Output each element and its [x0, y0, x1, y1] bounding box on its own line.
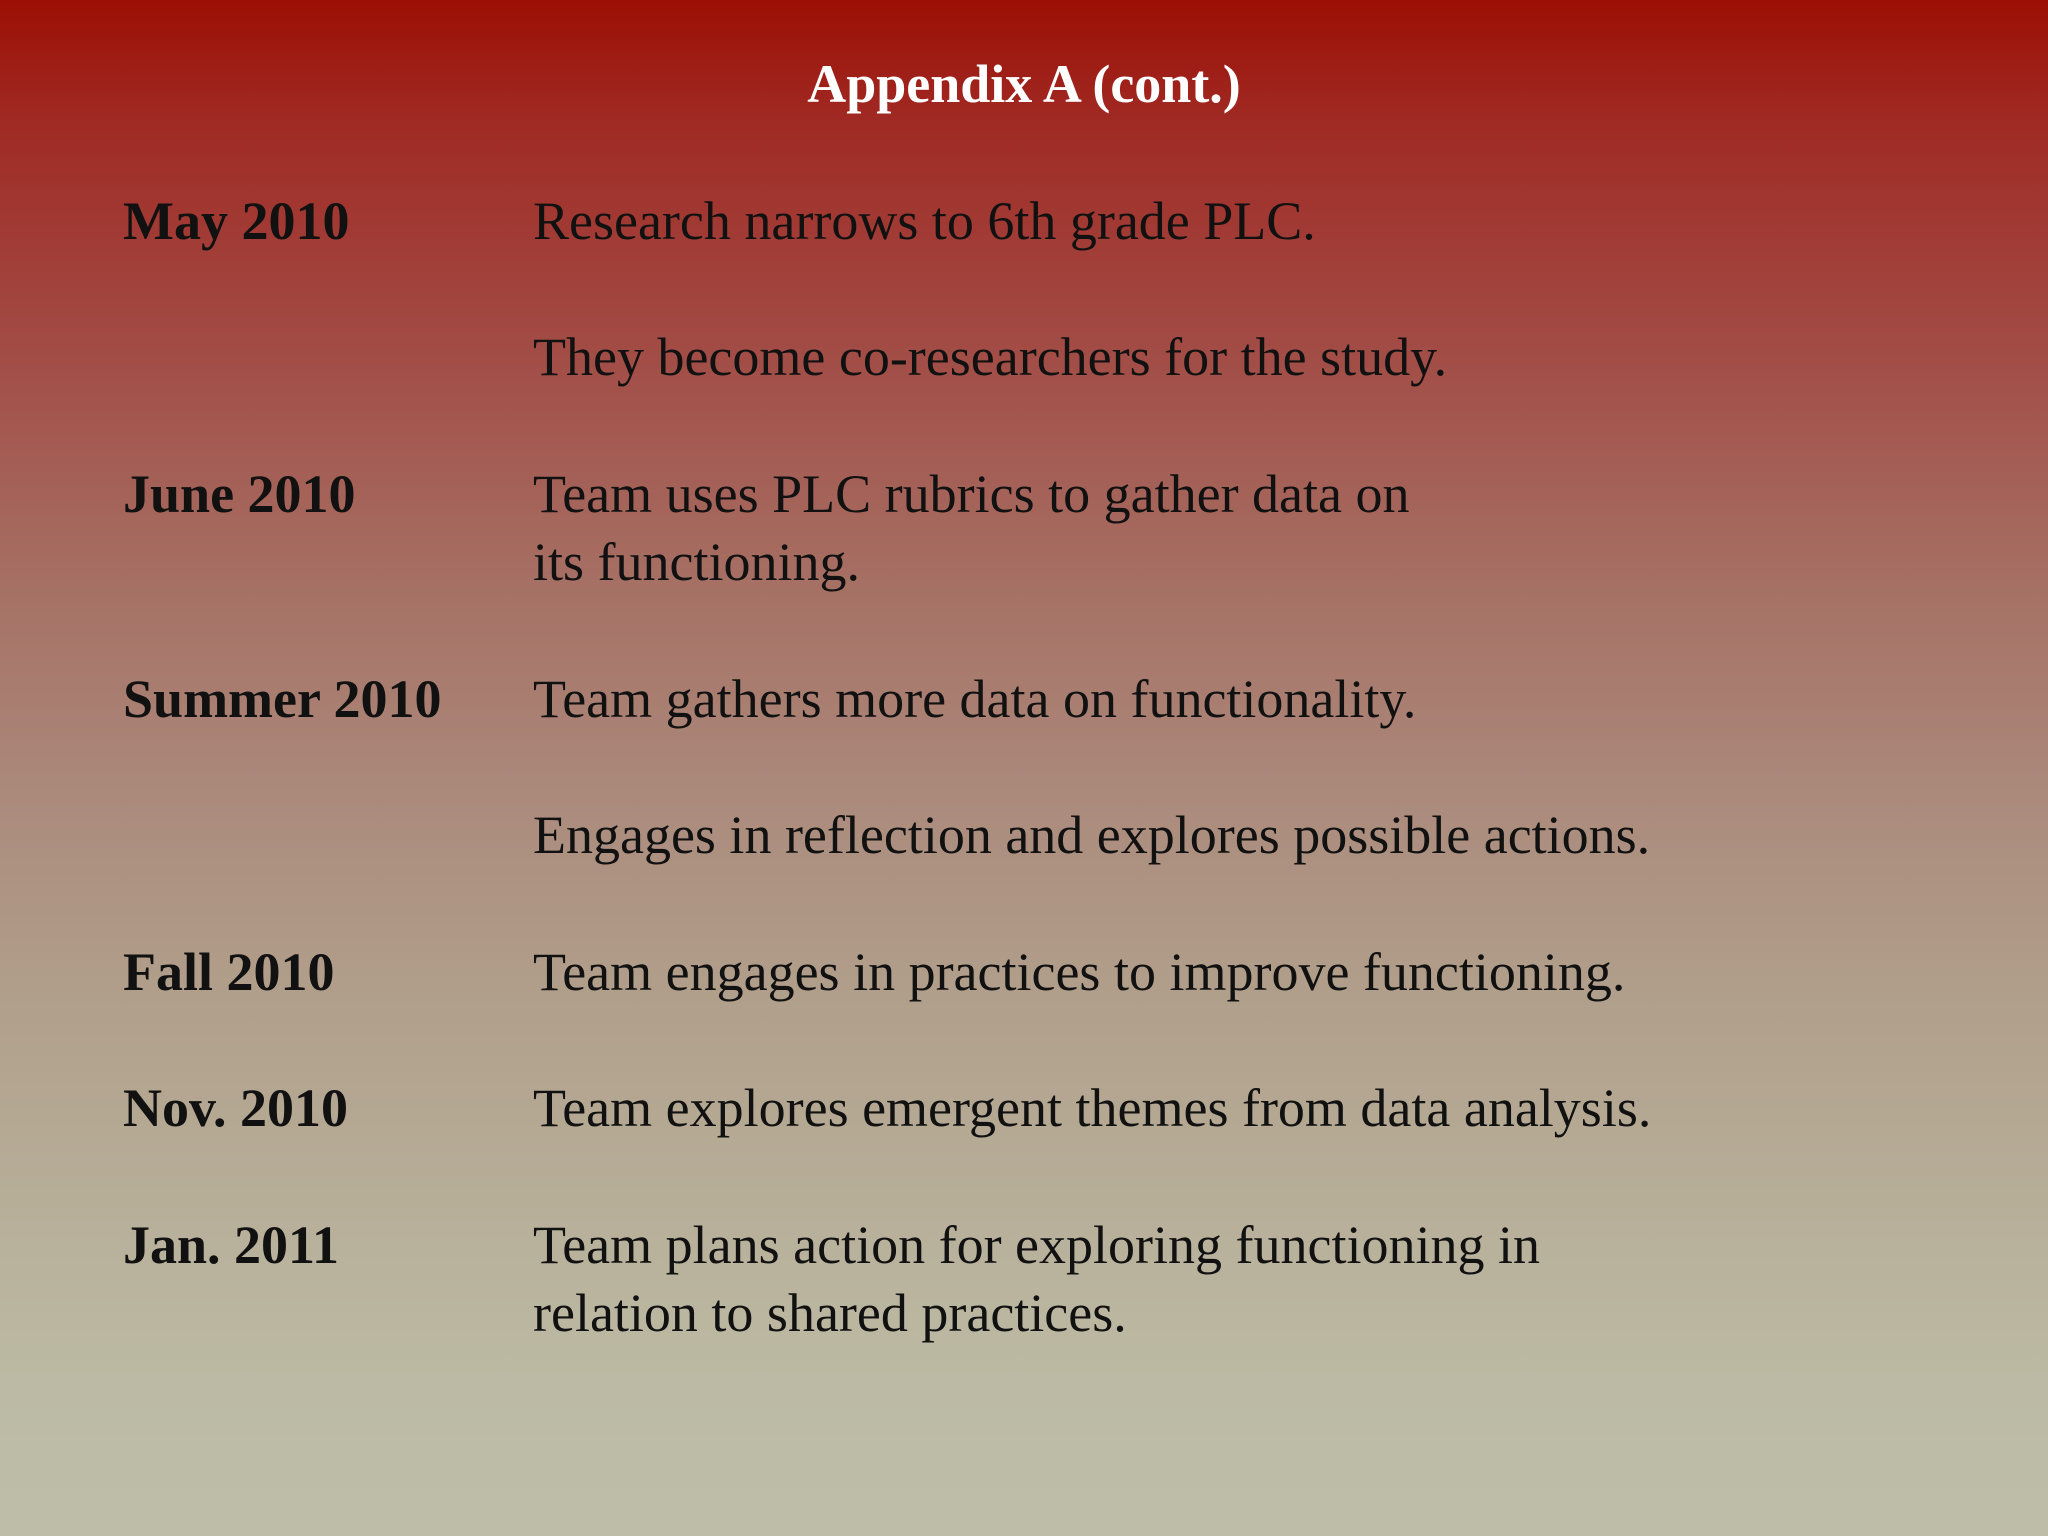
timeline-date: Summer 2010 — [123, 669, 442, 729]
timeline-description: Team engages in practices to improve functioning. — [533, 942, 1626, 1002]
timeline-date: Jan. 2011 — [123, 1215, 340, 1275]
timeline-description-continued: relation to shared practices. — [533, 1283, 1127, 1343]
timeline-description: Team explores emergent themes from data analysis. — [533, 1078, 1652, 1138]
timeline-description: Research narrows to 6th grade PLC. — [533, 191, 1316, 251]
timeline-date: May 2010 — [123, 191, 350, 251]
timeline-description: They become co-researchers for the study. — [533, 327, 1448, 387]
timeline-description-continued: its functioning. — [533, 532, 860, 592]
timeline-date: Fall 2010 — [123, 942, 335, 1002]
timeline-description: Team plans action for exploring functioning in — [533, 1215, 1540, 1275]
timeline-date: Nov. 2010 — [123, 1078, 349, 1138]
slide-title: Appendix A (cont.) — [807, 54, 1241, 114]
timeline-description: Team uses PLC rubrics to gather data on — [533, 464, 1410, 524]
timeline-date: June 2010 — [123, 464, 356, 524]
timeline-description: Team gathers more data on functionality. — [533, 669, 1417, 729]
timeline-description: Engages in reflection and explores possible actions. — [533, 805, 1651, 865]
